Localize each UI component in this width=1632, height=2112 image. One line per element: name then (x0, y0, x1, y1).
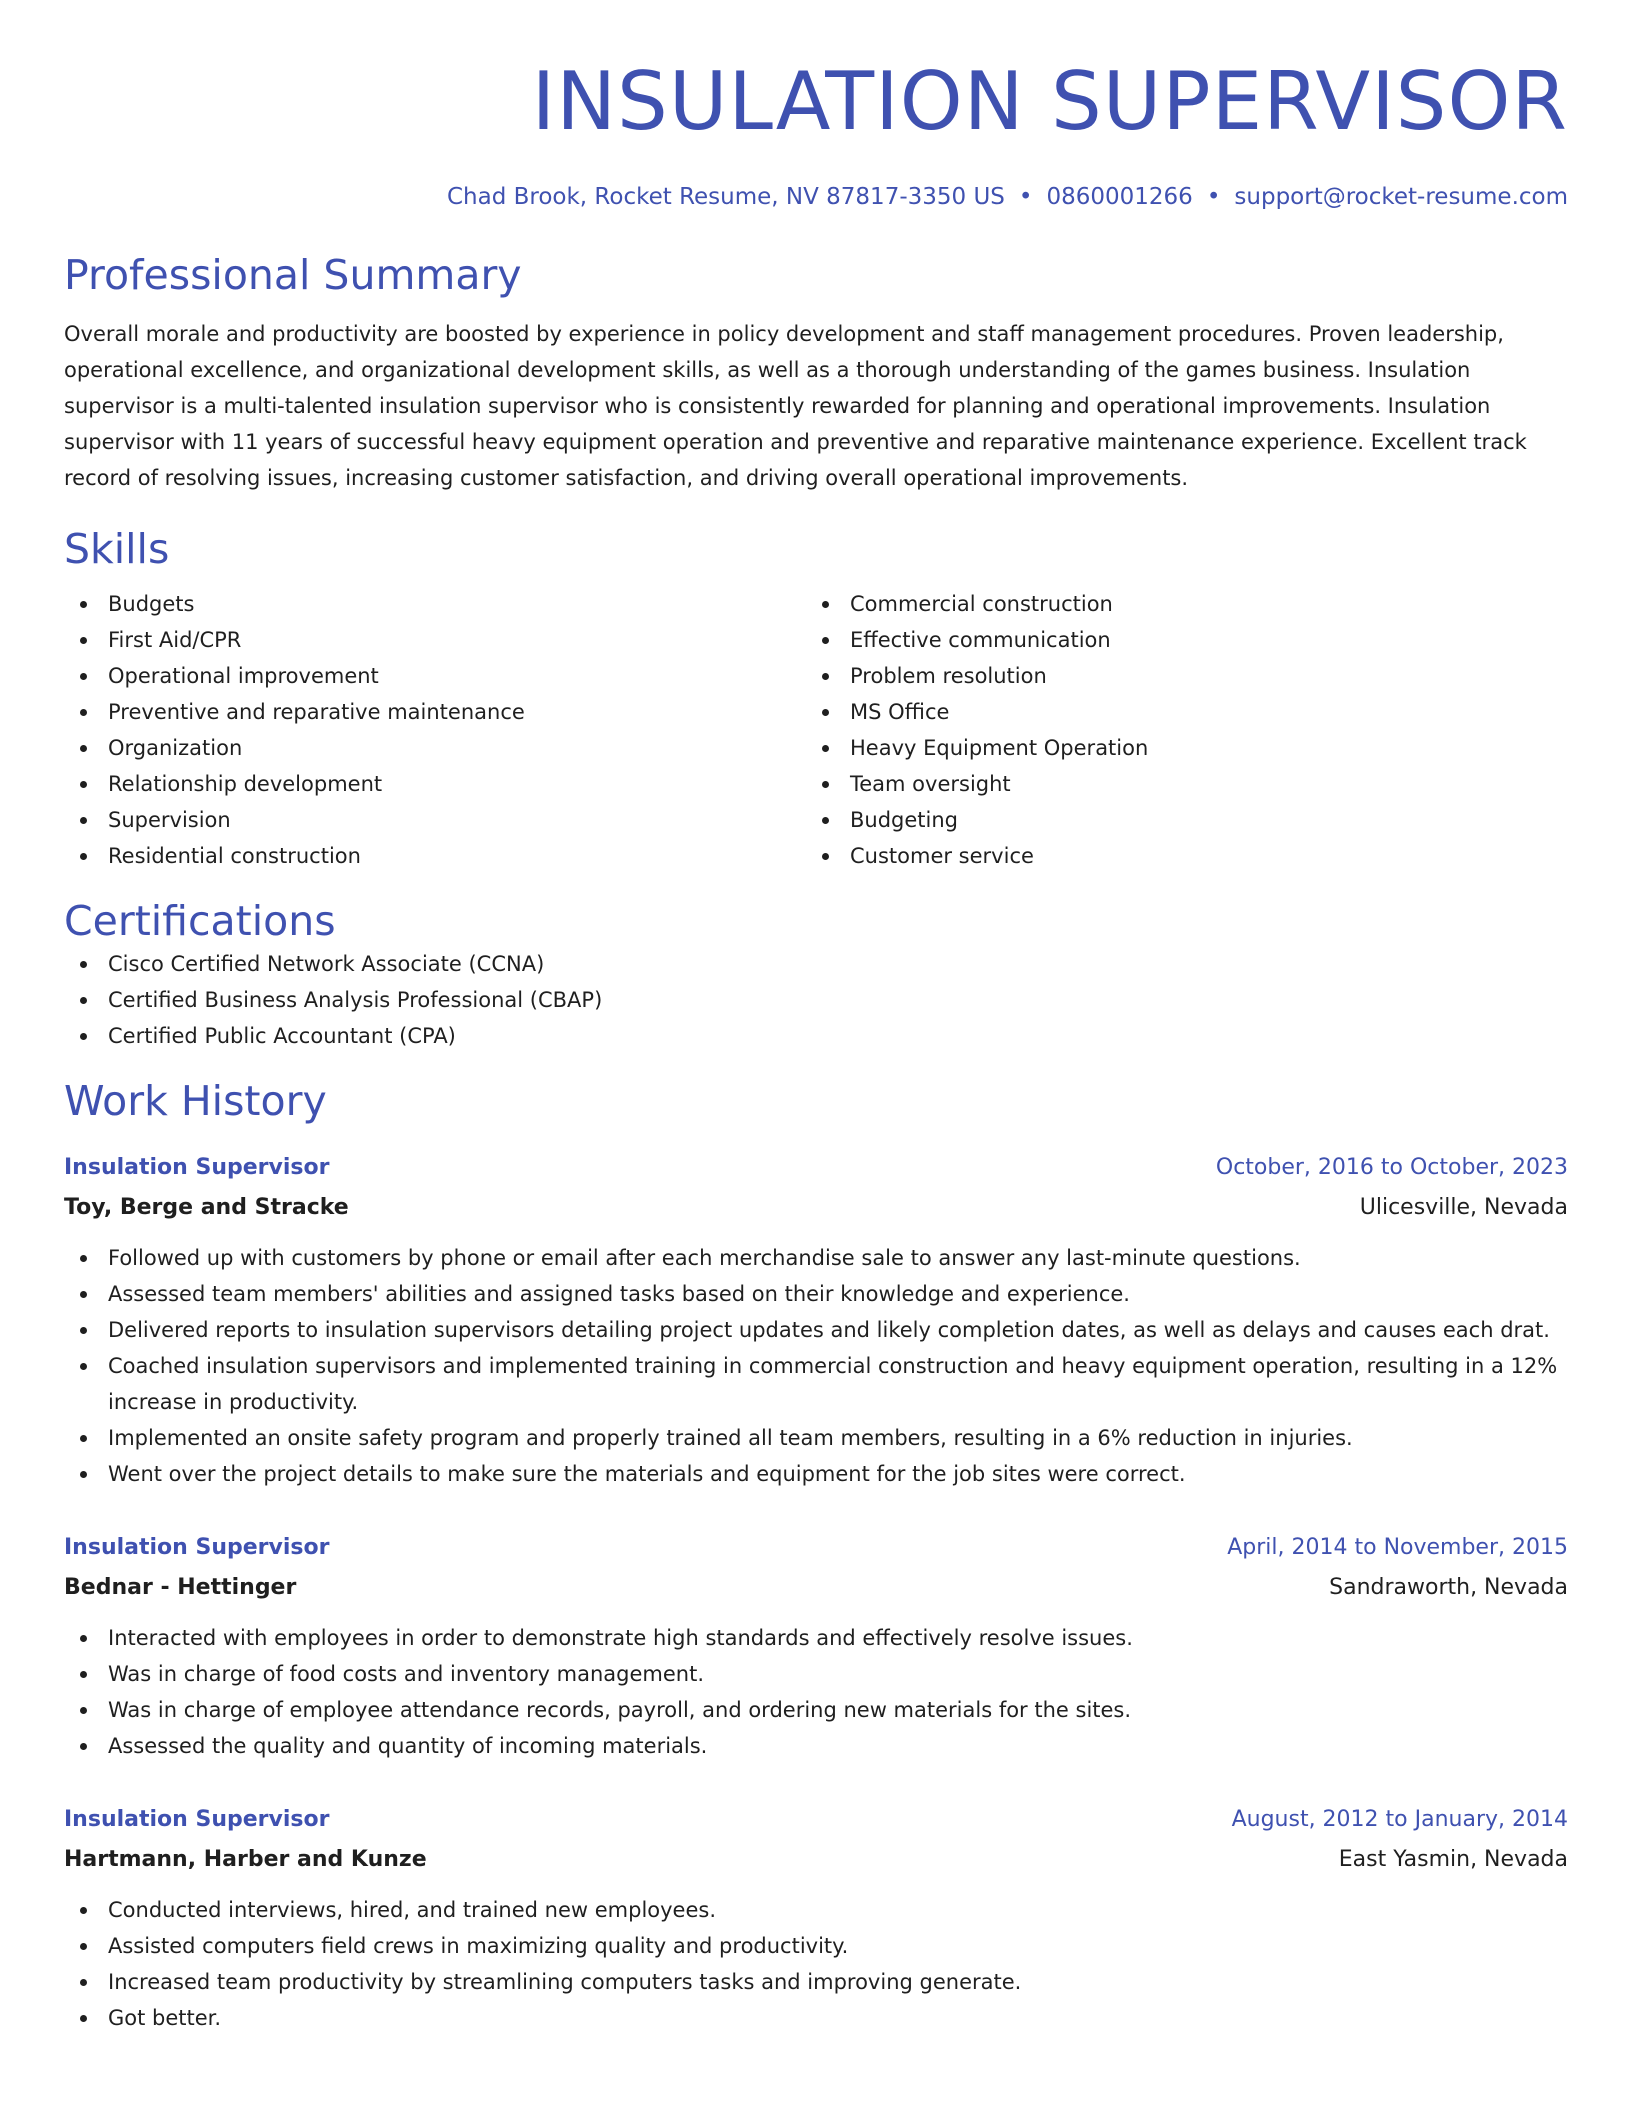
certification-item: Certified Public Accountant (CPA) (64, 1018, 1568, 1054)
job-duties-list (64, 1620, 1568, 1764)
skills-column-left (64, 586, 806, 874)
job-company-row (64, 1840, 1568, 1880)
skill-item: Team oversight (806, 766, 1548, 802)
contact-address: Chad Brook, Rocket Resume, NV 87817-3350 US (446, 184, 1005, 210)
job-duty: Coached insulation supervisors and implemented training in commercial construction and heavy equipment operation, resulting in a 12% increase in productivity. (64, 1348, 1568, 1420)
job-duty: Got better. (64, 2000, 1568, 2036)
skills-list-left (64, 586, 806, 874)
work-history-heading: Work History (64, 1077, 327, 1125)
skill-item: Organization (64, 730, 806, 766)
job-header-row (64, 1800, 1568, 1840)
skill-item: Customer service (806, 838, 1548, 874)
job-company: Bednar - Hettinger (64, 1575, 297, 1600)
job-entry (64, 1800, 1568, 2036)
skill-item: Preventive and reparative maintenance (64, 694, 806, 730)
job-duty: Assisted computers field crews in maximizing quality and productivity. (64, 1928, 1568, 1964)
job-duty: Assessed the quality and quantity of incoming materials. (64, 1728, 1568, 1764)
certifications-list (64, 946, 1568, 1054)
contact-separator: • (1206, 184, 1221, 210)
job-duty: Was in charge of food costs and inventory management. (64, 1656, 1568, 1692)
job-duty: Interacted with employees in order to demonstrate high standards and effectively resolve issues. (64, 1620, 1568, 1656)
skill-item: MS Office (806, 694, 1548, 730)
job-entry (64, 1528, 1568, 1764)
job-location: Sandraworth, Nevada (1329, 1575, 1568, 1600)
skill-item: Heavy Equipment Operation (806, 730, 1548, 766)
job-header-row (64, 1528, 1568, 1568)
job-title: Insulation Supervisor (64, 1807, 330, 1832)
job-title: Insulation Supervisor (64, 1535, 330, 1560)
certification-item: Certified Business Analysis Professional (CBAP) (64, 982, 1568, 1018)
job-duties-list (64, 1892, 1568, 2036)
job-duty: Assessed team members' abilities and assigned tasks based on their knowledge and experience. (64, 1276, 1568, 1312)
skills-column-right (806, 586, 1548, 874)
skill-item: Budgeting (806, 802, 1548, 838)
skill-item: Problem resolution (806, 658, 1548, 694)
skill-item: Operational improvement (64, 658, 806, 694)
job-company-row (64, 1568, 1568, 1608)
skills-heading: Skills (64, 525, 170, 573)
contact-separator: • (1018, 184, 1033, 210)
job-company: Hartmann, Harber and Kunze (64, 1847, 427, 1872)
skill-item: Supervision (64, 802, 806, 838)
skill-item: First Aid/CPR (64, 622, 806, 658)
job-location: East Yasmin, Nevada (1338, 1847, 1568, 1872)
skills-columns (64, 586, 1568, 874)
job-duty: Conducted interviews, hired, and trained new employees. (64, 1892, 1568, 1928)
job-duties-list (64, 1240, 1568, 1492)
job-duty: Was in charge of employee attendance records, payroll, and ordering new materials for the sites. (64, 1692, 1568, 1728)
skill-item: Budgets (64, 586, 806, 622)
job-duty: Followed up with customers by phone or email after each merchandise sale to answer any last-minute questions. (64, 1240, 1568, 1276)
job-dates: April, 2014 to November, 2015 (1227, 1535, 1568, 1560)
job-duty: Delivered reports to insulation supervisors detailing project updates and likely completion dates, as well as delays and causes each drat. (64, 1312, 1568, 1348)
skills-list-right (806, 586, 1548, 874)
skill-item: Residential construction (64, 838, 806, 874)
summary-heading: Professional Summary (64, 251, 522, 299)
job-dates: October, 2016 to October, 2023 (1215, 1155, 1568, 1180)
job-dates: August, 2012 to January, 2014 (1231, 1807, 1568, 1832)
job-company-row (64, 1188, 1568, 1228)
job-duty: Implemented an onsite safety program and properly trained all team members, resulting in a 6% reduction in injuries. (64, 1420, 1568, 1456)
job-title: Insulation Supervisor (64, 1155, 330, 1180)
skill-item: Effective communication (806, 622, 1548, 658)
job-header-row (64, 1148, 1568, 1188)
job-location: Ulicesville, Nevada (1359, 1195, 1568, 1220)
contact-line (64, 182, 1568, 212)
contact-email[interactable]: support@rocket-resume.com (1234, 184, 1568, 210)
contact-phone: 0860001266 (1046, 184, 1193, 210)
certification-item: Cisco Certified Network Associate (CCNA) (64, 946, 1568, 982)
certifications-heading: Certifications (64, 897, 336, 945)
job-duty: Went over the project details to make sure the materials and equipment for the job sites were correct. (64, 1456, 1568, 1492)
job-duty: Increased team productivity by streamlining computers tasks and improving generate. (64, 1964, 1568, 2000)
skill-item: Relationship development (64, 766, 806, 802)
skill-item: Commercial construction (806, 586, 1548, 622)
job-company: Toy, Berge and Stracke (64, 1195, 349, 1220)
resume-title: INSULATION SUPERVISOR (531, 55, 1568, 148)
job-entry (64, 1148, 1568, 1492)
resume-header (64, 52, 1568, 212)
summary-text: Overall morale and productivity are boosted by experience in policy development and staff management procedures. Proven leadership, operational excellence, and organizational development skills, as well as a thorough understanding of the games business. Insulation supervisor is a multi-talented insulation supervisor who is consistently rewarded for planning and operational improvements. Insulation supervisor with 11 years of successful heavy equipment operation and preventive and reparative maintenance experience. Excellent track record of resolving issues, increasing customer satisfaction, and driving overall operational improvements. (64, 322, 1527, 490)
